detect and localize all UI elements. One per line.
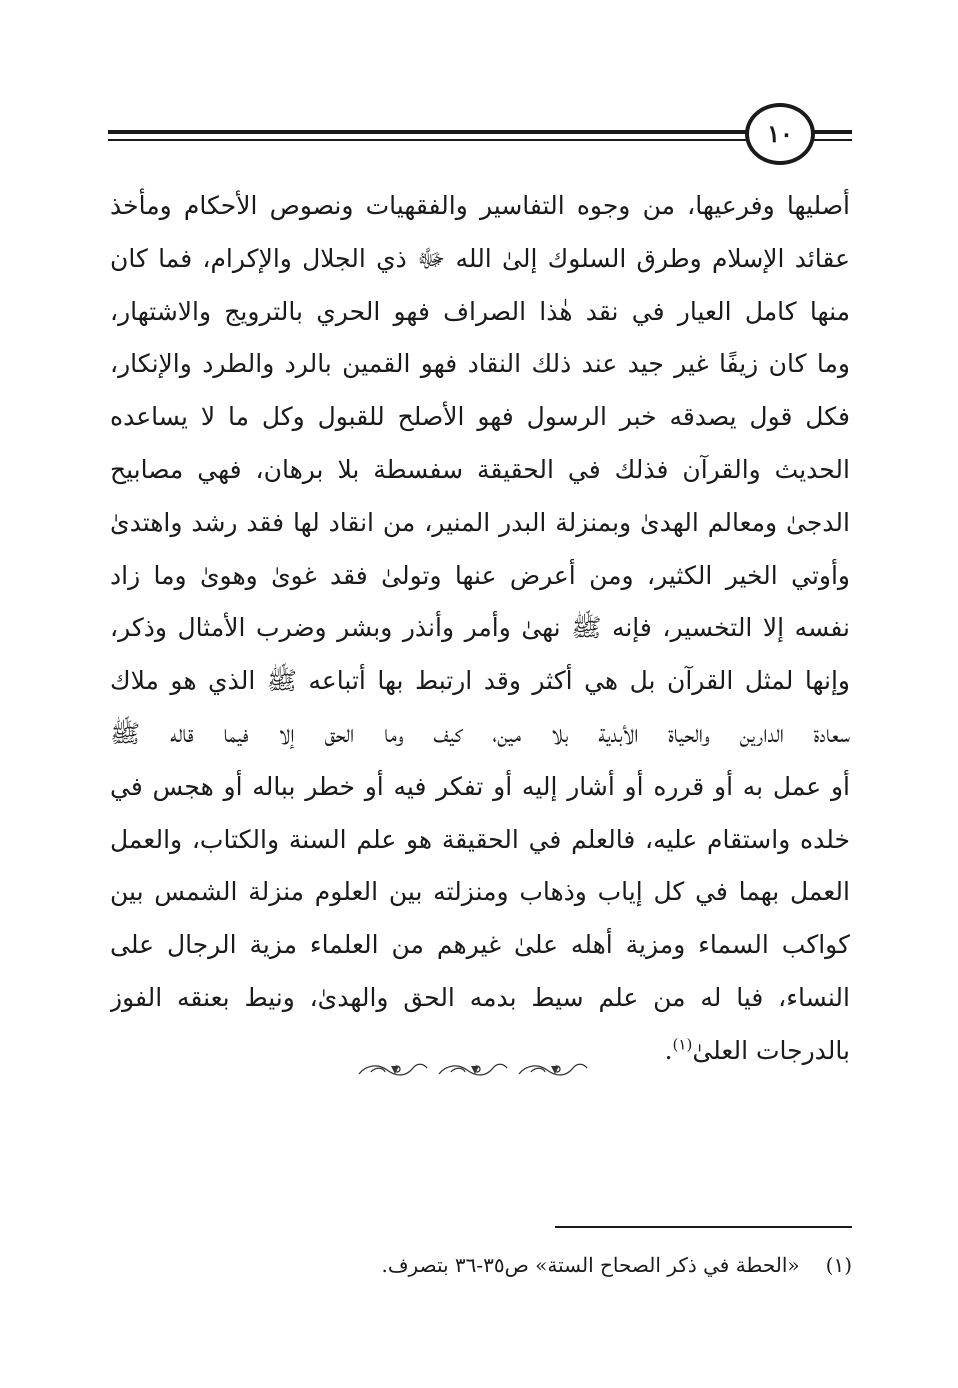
footnote-rule <box>555 1226 852 1228</box>
text-line: منها كامل العيار في نقد هٰذا الصراف فهو الحري بالترويج والاشتهار، <box>110 296 850 326</box>
footnote-reference[interactable]: (١) <box>672 1035 693 1054</box>
text-line: نفسه إلا التخسير، فإنه ﷺ نهىٰ وأمر وأنذر وبشر وضرب الأمثال وذكر، <box>110 613 850 643</box>
text-line: العمل بهما في كل إياب وذهاب ومنزلته بين العلوم منزلة الشمس بين <box>110 877 850 907</box>
text-line: الدجىٰ ومعالم الهدىٰ وبمنزلة البدر المنير، من انقاد لها فقد رشد واهتدىٰ <box>110 507 850 537</box>
page-number: ١٠ <box>767 119 793 148</box>
page-number-badge <box>745 103 815 165</box>
text-line: وما كان زيفًا غير جيد عند ذلك النقاد فهو القمين بالرد والطرد والإنكار، <box>110 349 850 379</box>
footnote-text: «الحطة في ذكر الصحاح الستة» ص٣٥-٣٦ بتصرف. <box>381 1253 800 1277</box>
text-line: وإنها لمثل القرآن بل هي أكثر وقد ارتبط بها أتباعه ﷺ الذي هو ملاك <box>110 666 850 696</box>
text-line: وأوتي الخير الكثير، ومن أعرض عنها وتولىٰ فقد غوىٰ وهوىٰ وما زاد <box>110 560 850 590</box>
section-ornament <box>355 1058 595 1082</box>
text-line: فكل قول يصدقه خبر الرسول فهو الأصلح للقبول وكل ما لا يساعده <box>110 402 850 432</box>
text-line: خلده واستقام عليه، فالعلم في الحقيقة هو علم السنة والكتاب، والعمل <box>110 824 850 854</box>
text-line: أو عمل به أو قرره أو أشار إليه أو تفكر فيه أو خطر بباله أو هجس في <box>110 771 850 801</box>
text-line: الحديث والقرآن فذلك في الحقيقة سفسطة بلا برهان، فهي مصابيح <box>110 454 850 484</box>
last-line-end: . <box>664 1035 673 1065</box>
text-line: كواكب السماء ومزية أهله علىٰ غيرهم من العلماء مزية الرجال على <box>110 930 850 960</box>
footnote-number: (١) <box>825 1253 852 1277</box>
footnote <box>292 1250 852 1280</box>
text-line: النساء، فيا له من علم سيط بدمه الحق والهدىٰ، ونيط بعنقه الفوز <box>110 982 850 1012</box>
last-line-text: بالدرجات العلىٰ <box>692 1035 850 1065</box>
text-line: سعادة الدارين والحياة الأبدية بلا مين، كيف وما الحق إلا فيما قاله ﷺ <box>110 718 850 748</box>
body-paragraph <box>110 180 850 1078</box>
header-rule-thin <box>108 139 852 141</box>
text-line: عقائد الإسلام وطرق السلوك إلىٰ الله ﷻ ذي الجلال والإكرام، فما كان <box>110 243 850 273</box>
text-line: أصليها وفرعيها، من وجوه التفاسير والفقهيات ونصوص الأحكام ومأخذ <box>110 191 850 220</box>
header-rule-thick <box>108 130 852 134</box>
